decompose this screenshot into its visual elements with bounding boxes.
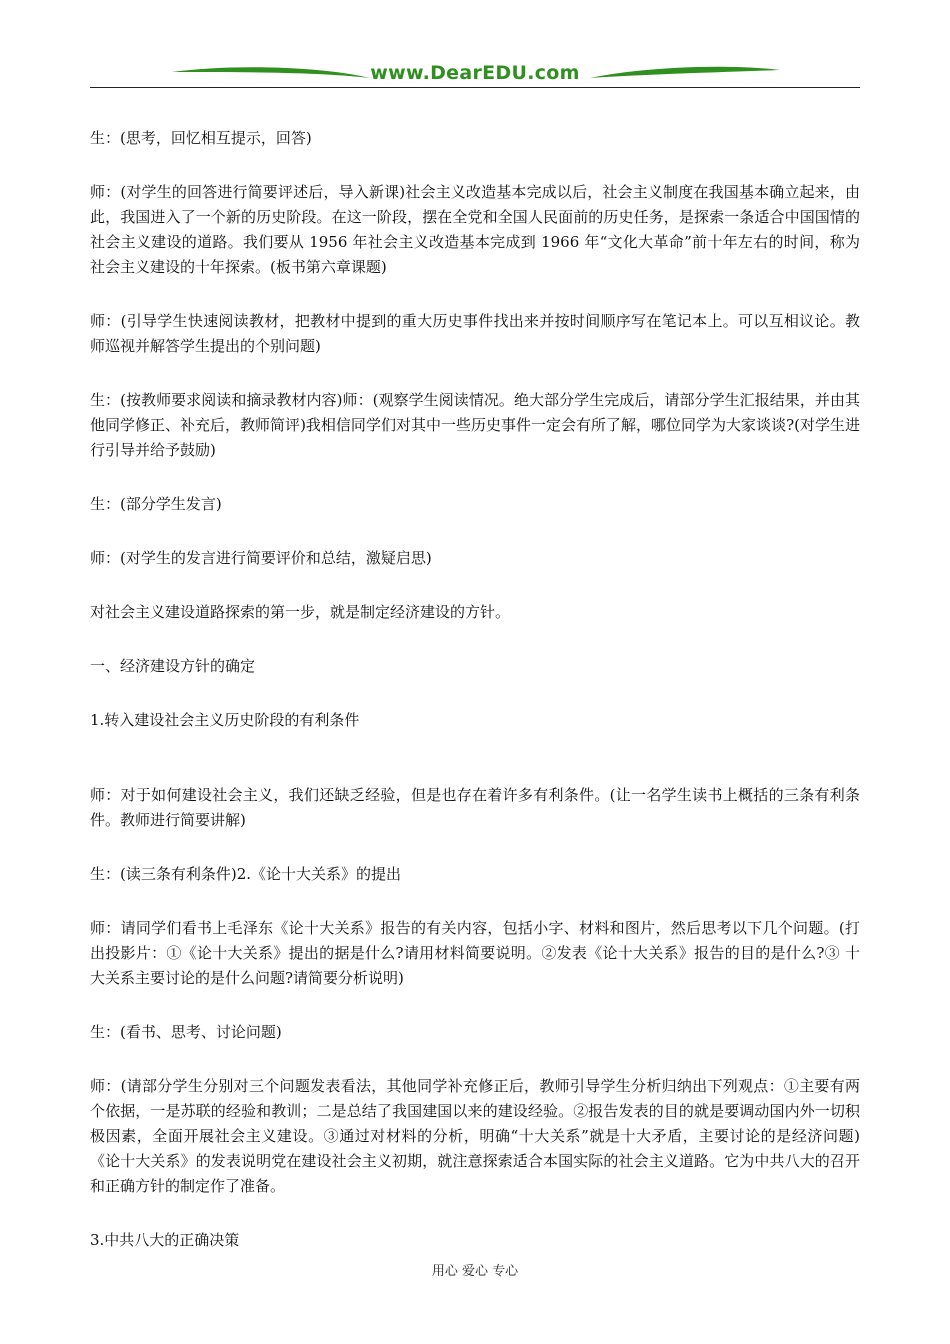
paragraph: 生：(按教师要求阅读和摘录教材内容)师：(观察学生阅读情况。绝大部分学生完成后，请部分学生汇报结果，并由其他同学修正、补充后，教师简评)我相信同学们对其中一些历史事件一定会有所了解，哪位同学为大家谈谈?(对学生进行引导并给予鼓励) xyxy=(90,391,860,459)
paragraph: 生：(看书、思考、讨论问题) xyxy=(90,1023,282,1041)
paragraph: 生：(思考，回忆相互提示，回答) xyxy=(90,129,312,147)
header-divider xyxy=(90,87,860,88)
paragraph: 师：(对学生的回答进行简要评述后，导入新课)社会主义改造基本完成以后，社会主义制度在我国基本确立起来，由此，我国进入了一个新的历史阶段。在这一阶段，摆在全党和全国人民面前的历史任务，是探索一条适合中国国情的社会主义建设的道路。我们要从 1956 年社会主义改造基本完成到 1966 年“文化大革命”前十年左右的时间，称为社会主义建设的十年探索。(板书第六章课题) xyxy=(90,183,860,276)
paragraph: 师：请同学们看书上毛泽东《论十大关系》报告的有关内容，包括小字、材料和图片，然后思考以下几个问题。(打出投影片：①《论十大关系》提出的据是什么?请用材料简要说明。②发表《论十大关系》报告的目的是什么?③ 十大关系主要讨论的是什么问题?请简要分析说明) xyxy=(90,919,860,987)
document-body xyxy=(90,126,860,1282)
paragraph: 生：(读三条有利条件)2.《论十大关系》的提出 xyxy=(90,865,402,883)
paragraph: 师：(引导学生快速阅读教材，把教材中提到的重大历史事件找出来并按时间顺序写在笔记本上。可以互相议论。教师巡视并解答学生提出的个别问题) xyxy=(90,312,860,355)
paragraph: 师：(请部分学生分别对三个问题发表看法，其他同学补充修正后，教师引导学生分析归纳出下列观点：①主要有两个依据，一是苏联的经验和教训；二是总结了我国建国以来的建设经验。②报告发表的目的就是要调动国内外一切积极因素，全面开展社会主义建设。③通过对材料的分析，明确“十大关系”就是十大矛盾，主要讨论的是经济问题)《论十大关系》的发表说明党在建设社会主义初期，就注意探索适合本国实际的社会主义道路。它为中共八大的召开和正确方针的制定作了准备。 xyxy=(90,1077,860,1195)
paragraph: 对社会主义建设道路探索的第一步，就是制定经济建设的方针。 xyxy=(90,603,511,621)
subsection-heading: 3.中共八大的正确决策 xyxy=(90,1231,240,1249)
site-logo-text: www.DearEDU.com xyxy=(370,62,580,84)
paragraph: 师：(对学生的发言进行简要评价和总结，激疑启思) xyxy=(90,549,432,567)
page-footer: 用心 爱心 专心 xyxy=(431,1264,519,1279)
section-heading: 一、经济建设方针的确定 xyxy=(90,657,256,675)
site-header-logo xyxy=(90,58,860,90)
paragraph: 生：(部分学生发言) xyxy=(90,495,222,513)
subsection-heading: 1.转入建设社会主义历史阶段的有利条件 xyxy=(90,711,360,729)
paragraph: 师：对于如何建设社会主义，我们还缺乏经验，但是也存在着许多有利条件。(让一名学生读书上概括的三条有利条件。教师进行简要讲解) xyxy=(90,786,860,829)
